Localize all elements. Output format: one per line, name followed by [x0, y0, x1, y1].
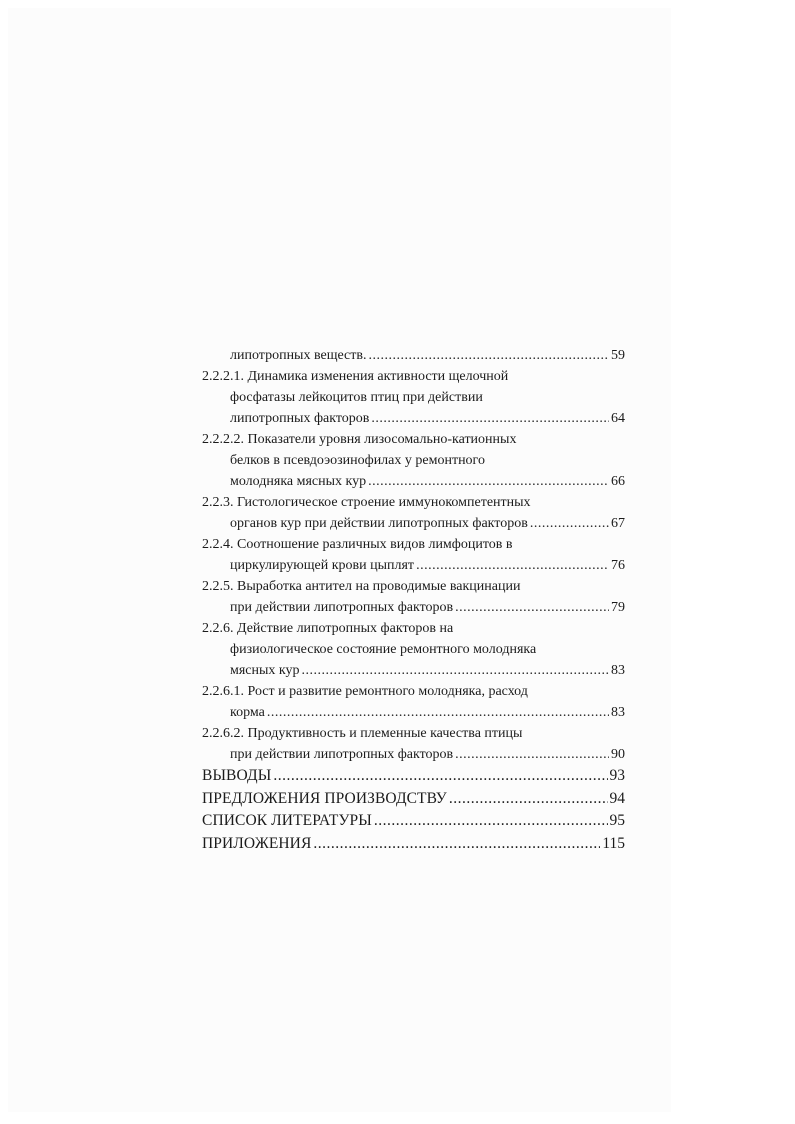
toc-page-number: 59 — [611, 348, 625, 363]
toc-entry-text: при действии липотропных факторов — [230, 600, 454, 615]
toc-page-number: 90 — [611, 747, 625, 762]
toc-entry-line: 2.2.2.2. Показатели уровня лизосомально-катионных — [202, 432, 517, 447]
toc-entry-text: циркулирующей крови цыплят — [230, 558, 415, 573]
dot-leader — [273, 765, 607, 788]
toc-page-number: 83 — [611, 663, 625, 678]
toc-page-number: 83 — [611, 705, 625, 720]
toc-entry — [202, 723, 625, 765]
toc-entry-last-line — [202, 345, 625, 366]
toc-page-number: 67 — [611, 516, 625, 531]
dot-leader — [368, 471, 609, 492]
toc-entry — [202, 681, 625, 723]
toc-entry-last-line — [202, 833, 625, 856]
dot-leader — [416, 555, 609, 576]
dot-leader — [302, 660, 609, 681]
toc-entry-text: органов кур при действии липотропных факторов — [230, 516, 528, 531]
toc-page-number: 76 — [611, 558, 625, 573]
toc-entry-line: фосфатазы лейкоцитов птиц при действии — [230, 390, 483, 405]
toc-entry-text: мясных кур — [230, 663, 300, 678]
toc-entry — [202, 492, 625, 534]
toc-entry-line: 2.2.4. Соотношение различных видов лимфоцитов в — [202, 537, 513, 552]
toc-entry-text: липотропных факторов — [230, 411, 370, 426]
toc-entry-last-line — [202, 702, 625, 723]
toc-entry — [202, 345, 625, 366]
dot-leader — [369, 345, 610, 366]
toc-entry-last-line — [202, 810, 625, 833]
toc-entry-text: ПРИЛОЖЕНИЯ — [202, 834, 312, 852]
toc-entry-line: белков в псевдоэозинофилах у ремонтного — [230, 453, 485, 468]
dot-leader — [449, 788, 608, 811]
toc-entry-last-line — [202, 788, 625, 811]
toc-entry — [202, 765, 625, 788]
toc-entry — [202, 618, 625, 681]
toc-entry — [202, 788, 625, 811]
dot-leader — [455, 744, 609, 765]
toc-page-number: 115 — [602, 834, 625, 852]
toc-entry-text: ПРЕДЛОЖЕНИЯ ПРОИЗВОДСТВУ — [202, 789, 447, 807]
toc-entry-last-line — [202, 513, 625, 534]
toc-entry-last-line — [202, 744, 625, 765]
toc-entry-text: ВЫВОДЫ — [202, 767, 272, 784]
toc-page-number: 66 — [611, 474, 625, 489]
table-of-contents — [202, 345, 625, 855]
toc-entry-text: корма — [230, 705, 265, 720]
toc-page-number: 64 — [611, 411, 625, 426]
toc-entry-last-line — [202, 555, 625, 576]
toc-entry — [202, 366, 625, 429]
toc-entry-text: при действии липотропных факторов — [230, 747, 454, 762]
toc-entry-last-line — [202, 660, 625, 681]
toc-page-number: 94 — [609, 789, 625, 807]
toc-entry-line: 2.2.6. Действие липотропных факторов на — [202, 621, 454, 636]
toc-entry-last-line — [202, 765, 625, 788]
toc-entry-line: 2.2.6.1. Рост и развитие ремонтного молодняка, расход — [202, 684, 528, 699]
toc-entry-line: физиологическое состояние ремонтного молодняка — [230, 642, 537, 657]
toc-entry — [202, 429, 625, 492]
dot-leader — [313, 833, 600, 856]
toc-entry-text: липотропных веществ. — [230, 348, 367, 363]
toc-entry — [202, 810, 625, 833]
toc-entry-line: 2.2.5. Выработка антител на проводимые вакцинации — [202, 579, 521, 594]
dot-leader — [374, 810, 608, 833]
toc-page-number: 93 — [609, 767, 625, 784]
dot-leader — [371, 408, 609, 429]
toc-page-number: 95 — [609, 812, 625, 829]
dot-leader — [455, 597, 609, 618]
toc-entry-text: СПИСОК ЛИТЕРАТУРЫ — [202, 812, 372, 829]
toc-entry-text: молодняка мясных кур — [230, 474, 367, 489]
toc-entry-last-line — [202, 471, 625, 492]
toc-entry-line: 2.2.2.1. Динамика изменения активности щелочной — [202, 369, 509, 384]
toc-entry — [202, 833, 625, 856]
toc-entry — [202, 576, 625, 618]
toc-entry-line: 2.2.3. Гистологическое строение иммунокомпетентных — [202, 495, 531, 510]
toc-entry-last-line — [202, 597, 625, 618]
toc-entry-last-line — [202, 408, 625, 429]
toc-page-number: 79 — [611, 600, 625, 615]
dot-leader — [530, 513, 609, 534]
toc-entry-line: 2.2.6.2. Продуктивность и племенные качества птицы — [202, 726, 523, 741]
toc-entry — [202, 534, 625, 576]
dot-leader — [267, 702, 609, 723]
